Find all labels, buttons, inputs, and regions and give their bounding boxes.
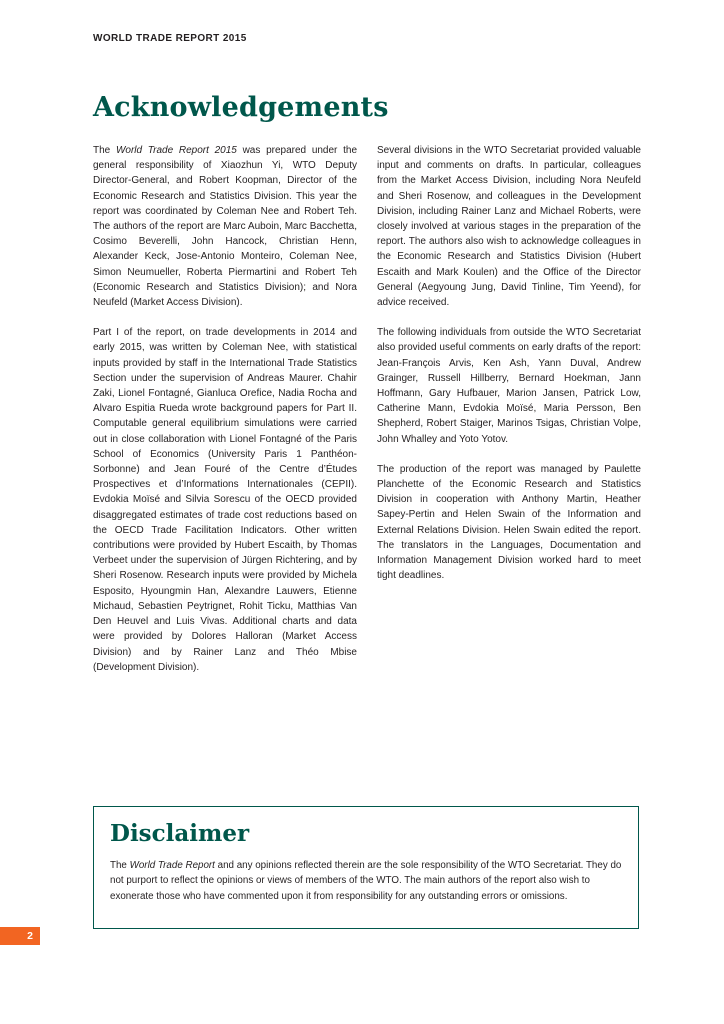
ack-p1-body: was prepared under the general responsibility of Xiaozhun Yi, WTO Deputy Director-General, and Robert Koopman, Director of the Economic Research and Statistics Division. This year the report was coordinated by Coleman Nee and Robert Teh. The authors of the report are Marc Auboin, Marc Bacchetta, Cosimo Beverelli, John Hancock, Christian Henn, Alexander Keck, Jose-Antonio Monteiro, Coleman Nee, Simon Neumueller, Roberta Piermartini and Robert Teh (Economic Research and Statistics Division); and Nora Neufeld (Market Access Division). xyxy=(93,145,358,309)
disclaimer-body: and any opinions reflected therein are the sole responsibility of the WTO Secretariat. They do not purport to reflect the opinions or views of members of the WTO. The main authors of the report also wish to exonerate those who have commented upon it from responsibility for any outstanding errors or omissions. xyxy=(110,860,622,902)
ack-paragraph-5: The production of the report was managed by Paulette Planchette of the Economic Research and Statistics Division in cooperation with Anthony Martin, Heather Sapey-Pertin and Helen Swain of the Information and External Relations Division. Helen Swain edited the report. The translators in the Languages, Documentation and Information Management Division worked hard to meet tight deadlines. xyxy=(377,463,641,582)
ack-paragraph-3: Several divisions in the WTO Secretariat provided valuable input and comments on drafts. In particular, colleagues from the Market Access Division, including Nora Neufeld and Sheri Rosenow, and colleagues in the Development Division, including Rainer Lanz and Michael Roberts, were closely involved at various stages in the preparation of the report. The authors also wish to acknowledge colleagues in the Economic Research and Statistics Division (Hubert Escaith and Mark Koulen) and the Office of the Director General (Aegyoung Jung, David Tinline, Tim Yeend), for advice received. xyxy=(377,145,641,309)
disclaimer-lead: The xyxy=(110,860,130,871)
page-title: Acknowledgements xyxy=(93,92,389,123)
ack-paragraph-4: The following individuals from outside the WTO Secretariat also provided useful comments on early drafts of the report: Jean-François Arvis, Ken Ash, Yann Duval, Andrew Grainger, Russell Hillberry, Bernard Hoekman, Jann Hoffmann, Gary Hufbauer, Marion Jansen, Patrick Low, Catherine Mann, Evdokia Moïsé, Maria Persson, Ben Shepherd, Robert Staiger, Marinos Tsigas, Christian Volpe, John Whalley and Yoto Yotov. xyxy=(377,327,641,445)
right-column xyxy=(377,143,641,583)
disclaimer-box xyxy=(93,806,639,929)
disclaimer-report-italic: World Trade Report xyxy=(129,860,215,871)
ack-p1-lead: The xyxy=(93,145,116,156)
ack-paragraph-1 xyxy=(93,143,357,310)
report-title-italic: World Trade Report 2015 xyxy=(115,145,237,156)
disclaimer-title: Disclaimer xyxy=(110,820,250,847)
ack-paragraph-2: Part I of the report, on trade developments in 2014 and early 2015, was written by Coleman Nee, with statistical inputs provided by staff in the International Trade Statistics Section under the supervision of Andreas Maurer. Chahir Zaki, Lionel Fontagné, Gianluca Orefice, Nadia Rocha and Alvaro Espitia Rueda wrote background papers for Part II. Computable general equilibrium simulations were carried out in close collaboration with Lionel Fontagné of the Paris School of Economics (University Paris 1 Panthéon-Sorbonne) and Jean Fouré of the Centre d’Études Prospectives et d’Informations Internationales (CEPII). Evdokia Moïsé and Silvia Sorescu of the OECD provided disaggregated estimates of trade cost reductions based on the OECD Trade Facilitation Indicators. Other written contributions were provided by Hubert Escaith, by Thomas Verbeet under the supervision of Jürgen Richtering, and by Sheri Rosenow. Research inputs were provided by Michela Esposito, Hyoungmin Han, Alexandre Lauwers, Etienne Michaud, Sebastien Peytrignet, Rohit Ticku, Matthias Van Den Heuvel and Luis Vivas. Additional charts and data were provided by Dolores Halloran (Market Access Division) and by Rainer Lanz and Théo Mbise (Development Division). xyxy=(93,327,357,673)
left-column xyxy=(93,143,357,675)
page-number: 2 xyxy=(0,927,40,945)
disclaimer-text xyxy=(110,858,627,904)
running-header: WORLD TRADE REPORT 2015 xyxy=(93,33,247,44)
